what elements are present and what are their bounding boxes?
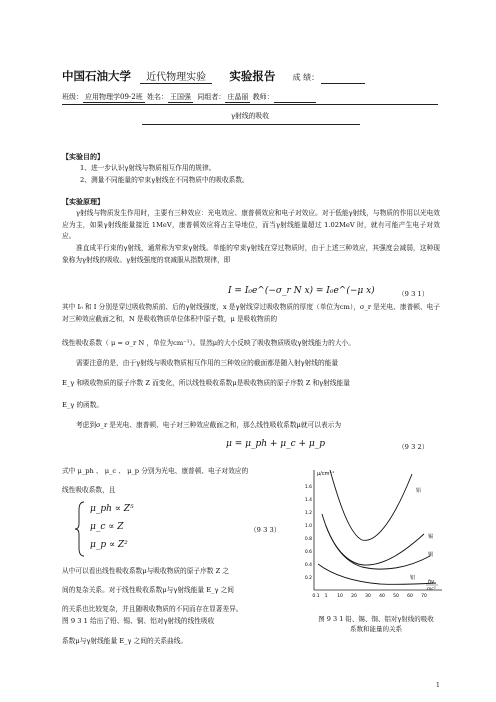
- equation-number: （9 3 3）: [250, 526, 281, 534]
- principle-paragraph: 线性吸收系数，且: [62, 486, 116, 494]
- principle-paragraph: 系数μ与γ射线能量 E_γ 之间的关系曲线。: [62, 637, 188, 645]
- x-tick: 0.1: [312, 594, 320, 599]
- x-axis-unit-denominator: mc²: [427, 587, 436, 592]
- equation-933-line: μ_p ∝ Z²: [90, 540, 128, 550]
- x-tick: 1: [324, 594, 328, 599]
- partner-label: 同组者：: [197, 93, 226, 101]
- y-tick: 0.2: [304, 576, 312, 581]
- header-divider: [62, 104, 438, 105]
- principle-paragraph: 其中 I₀ 和 I 分别是穿过吸收物质前、后的γ射线强度，x 是γ射线穿过吸收物质的厚度（单位为cm），σ_r 是光电、康普顿、电子对三种效应截面之和，N 是吸收物质单位体积中原子数，μ 是吸收物质的: [62, 303, 441, 323]
- experiment-title: γ射线的吸收: [230, 112, 270, 120]
- course-name: 近代物理实验: [140, 68, 212, 84]
- class-value: 应用物理学09-2班: [85, 93, 143, 101]
- curve-copper: [322, 514, 430, 569]
- series-label-aluminum: 铝: [410, 575, 416, 581]
- series-label-lead: 铅: [416, 488, 422, 494]
- equation-933-line: μ_c ∝ Z: [90, 522, 124, 532]
- y-tick: 0.6: [304, 550, 312, 555]
- purpose-item: 1、进一步认识γ射线与物质相互作用的规律。: [80, 164, 216, 172]
- principle-paragraph: 需要注意的是，由于γ射线与吸收物质相互作用的三种效应的截面都是随入射γ射线的能量: [76, 359, 339, 367]
- student-info-row: [62, 92, 442, 103]
- equation-number: （9 3 1）: [398, 290, 429, 298]
- x-tick: 30: [365, 594, 371, 599]
- x-tick: 50: [393, 594, 399, 599]
- school-name: 中国石油大学: [62, 69, 131, 83]
- principle-paragraph: E_γ 和吸收物质的原子序数 Z 而变化，所以线性吸收系数μ是吸收物质的原子序数 Z 和γ射线能量: [62, 379, 350, 387]
- principle-paragraph: 线性吸收系数（ μ = σ_r N ，单位为cm⁻¹）。显然μ的大小反映了吸收物质吸收γ射线能力的大小。: [62, 339, 355, 347]
- y-axis-unit: μ/cm⁻¹: [317, 471, 335, 477]
- page-number: 1: [436, 682, 440, 689]
- principle-paragraph: γ射线与物质发生作用时，主要有三种效应：光电效应、康普顿效应和电子对效应。对于低能γ射线，与物质的作用以光电效应为主，如果γ射线能量接近 1MeV，康普顿效应将占主导地位，而当γ射线能量超过 1.02MeV 时，就有可能产生电子对效应。: [62, 209, 440, 241]
- name-value: 王国强: [169, 93, 191, 101]
- x-tick: 70: [421, 594, 427, 599]
- title-underline: [142, 124, 360, 125]
- x-axis-unit: hν: [428, 579, 434, 585]
- equation-932: μ = μ_ph + μ_c + μ_p: [226, 439, 326, 449]
- partner-value: 庄晶丽: [227, 93, 249, 101]
- y-tick: 1.6: [304, 485, 312, 490]
- curve-tin: [326, 526, 424, 565]
- report-title: 实验报告: [229, 69, 276, 83]
- figure-caption: 图 9 3 1 铅、锡、铜、铝对γ射线的吸收: [318, 615, 434, 623]
- principle-paragraph: 间的复杂关系。对于线性吸收系数μ与γ射线能量 E_γ 之间: [62, 586, 234, 594]
- y-tick: 0.4: [304, 563, 312, 568]
- x-tick: 60: [407, 594, 413, 599]
- series-label-tin: 锡: [428, 534, 434, 540]
- score-label: 成 绩：: [292, 73, 320, 82]
- equation-933-line: μ_ph ∝ Z⁵: [90, 504, 134, 514]
- curve-lead: [330, 470, 412, 540]
- x-tick: 10: [337, 594, 343, 599]
- principle-paragraph: 式中 μ_ph 、 μ_c 、 μ_p 分别为光电、康普顿、电子对效应的: [62, 467, 249, 475]
- report-header: [62, 68, 442, 84]
- teacher-blank: [274, 102, 316, 103]
- principle-paragraph: 图 9 3 1 给出了铅、锡、铜、铝对γ射线的线性吸收: [62, 617, 215, 625]
- figure-caption: 系数和能量的关系: [350, 625, 402, 633]
- x-tick: 40: [379, 594, 385, 599]
- absorption-figure: [300, 466, 450, 606]
- curve-aluminum: [318, 564, 436, 584]
- principle-paragraph: 的关系也比较复杂，并且随吸收物质的不同而存在显著差异。: [62, 605, 243, 613]
- equation-brace: [74, 500, 86, 558]
- score-blank: [321, 83, 365, 84]
- y-tick: 1.4: [304, 498, 312, 503]
- class-label: 班级：: [62, 93, 83, 101]
- series-label-copper: 铜: [428, 552, 434, 558]
- x-tick: 20: [351, 594, 357, 599]
- purpose-heading: 【实验目的】: [62, 152, 104, 161]
- y-tick: 1.2: [304, 511, 312, 516]
- teacher-label: 教师：: [252, 93, 274, 101]
- principle-paragraph: E_γ 的函数。: [62, 401, 104, 409]
- y-tick: 1.0: [304, 524, 312, 529]
- y-tick: 0.8: [304, 537, 312, 542]
- equation-931: I = I₀e^(−σ_r N x) = I₀e^(−μ x): [228, 286, 375, 296]
- principle-paragraph: 准直成平行束的γ射线，通常称为窄束γ射线。单能的窄束γ射线在穿过物质时，由于上述三种效应，其强度会减弱，这种现象称为γ射线的吸收。γ射线强度的衰减服从指数规律，即: [62, 244, 440, 264]
- principle-heading: 【实验原理】: [62, 197, 104, 206]
- name-label: 姓名：: [146, 93, 168, 101]
- purpose-item: 2、测量不同能量的窄束γ射线在不同物质中的吸收系数。: [80, 176, 249, 184]
- principle-paragraph: 从中可以看出线性吸收系数μ与吸收物质的原子序数 Z 之: [62, 567, 230, 575]
- principle-paragraph: 考虑到σ_r 是光电、康普顿、电子对三种效应截面之和，那么线性吸收系数μ就可以表示为: [76, 421, 342, 429]
- equation-number: （9 3 2）: [398, 443, 429, 451]
